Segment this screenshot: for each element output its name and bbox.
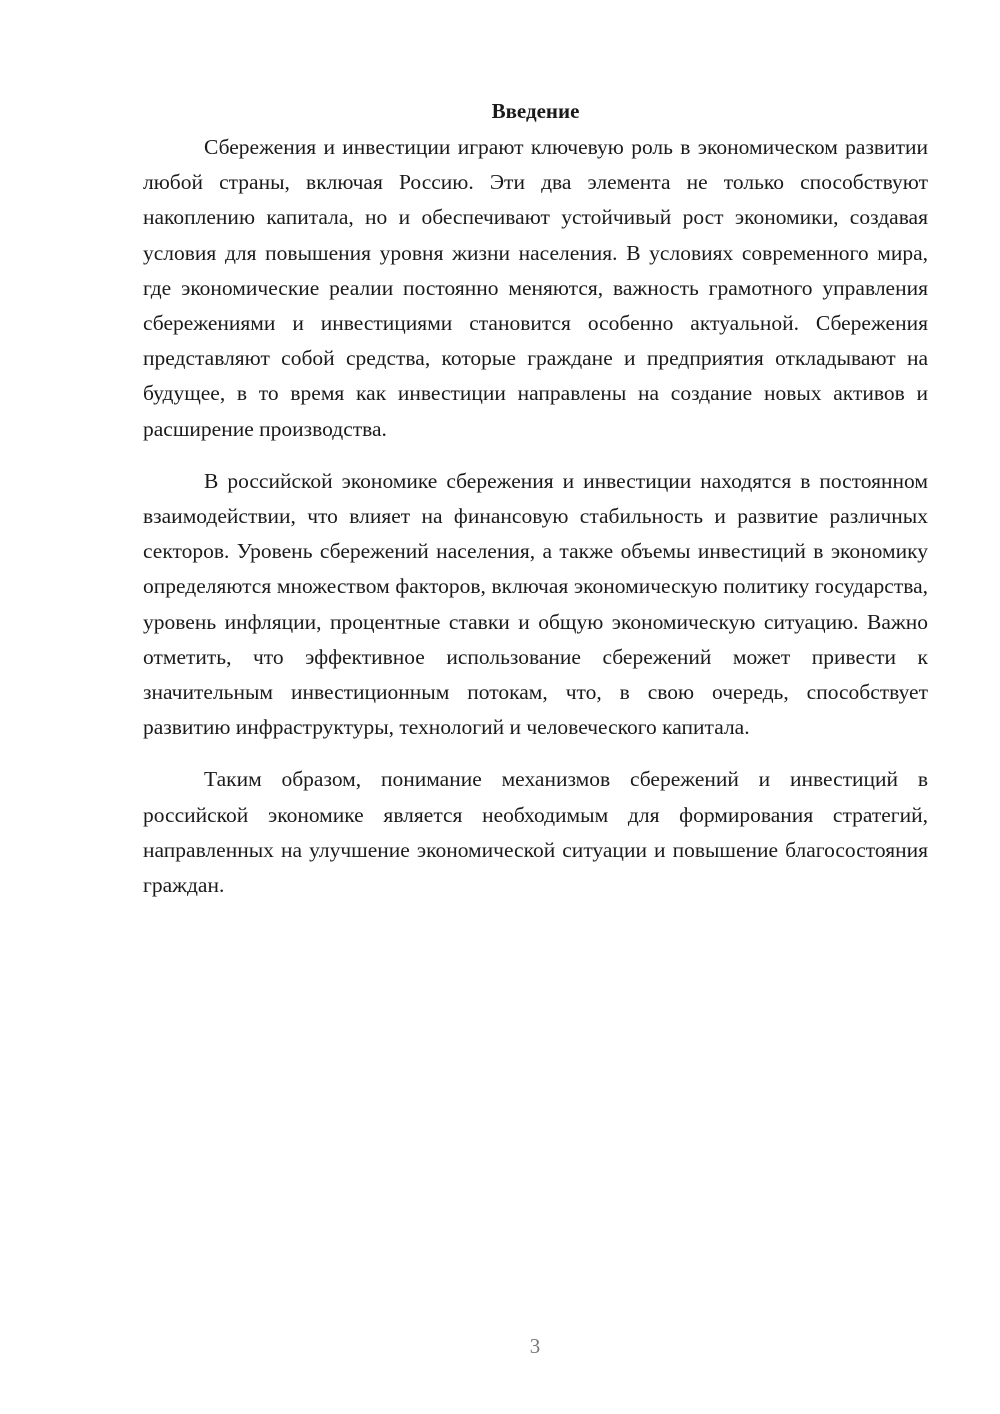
page-number: 3 [529, 1334, 541, 1358]
page-content [143, 96, 928, 920]
paragraph: Сбережения и инвестиции играют ключевую роль в экономическом развитии любой страны, включая Россию. Эти два элемента не только способствуют накоплению капитала, но и обеспечивают устойчивый рост экономики, создавая условия для повышения уровня жизни населения. В условиях современного мира, где экономические реалии постоянно меняются, важность грамотного управления сбережениями и инвестициями становится особенно актуальной. Сбережения представляют собой средства, которые граждане и предприятия откладывают на будущее, в то время как инвестиции направлены на создание новых активов и расширение производства. [143, 135, 928, 441]
paragraph: В российской экономике сбережения и инвестиции находятся в постоянном взаимодействии, что влияет на финансовую стабильность и развитие различных секторов. Уровень сбережений населения, а также объемы инвестиций в экономику определяются множеством факторов, включая экономическую политику государства, уровень инфляции, процентные ставки и общую экономическую ситуацию. Важно отметить, что эффективное использование сбережений может привести к значительным инвестиционным потокам, что, в свою очередь, способствует развитию инфраструктуры, технологий и человеческого капитала. [143, 468, 928, 740]
section-heading: Введение [491, 99, 580, 123]
paragraph: Таким образом, понимание механизмов сбережений и инвестиций в российской экономике является необходимым для формирования стратегий, направленных на улучшение экономической ситуации и повышение благосостояния граждан. [143, 767, 928, 898]
